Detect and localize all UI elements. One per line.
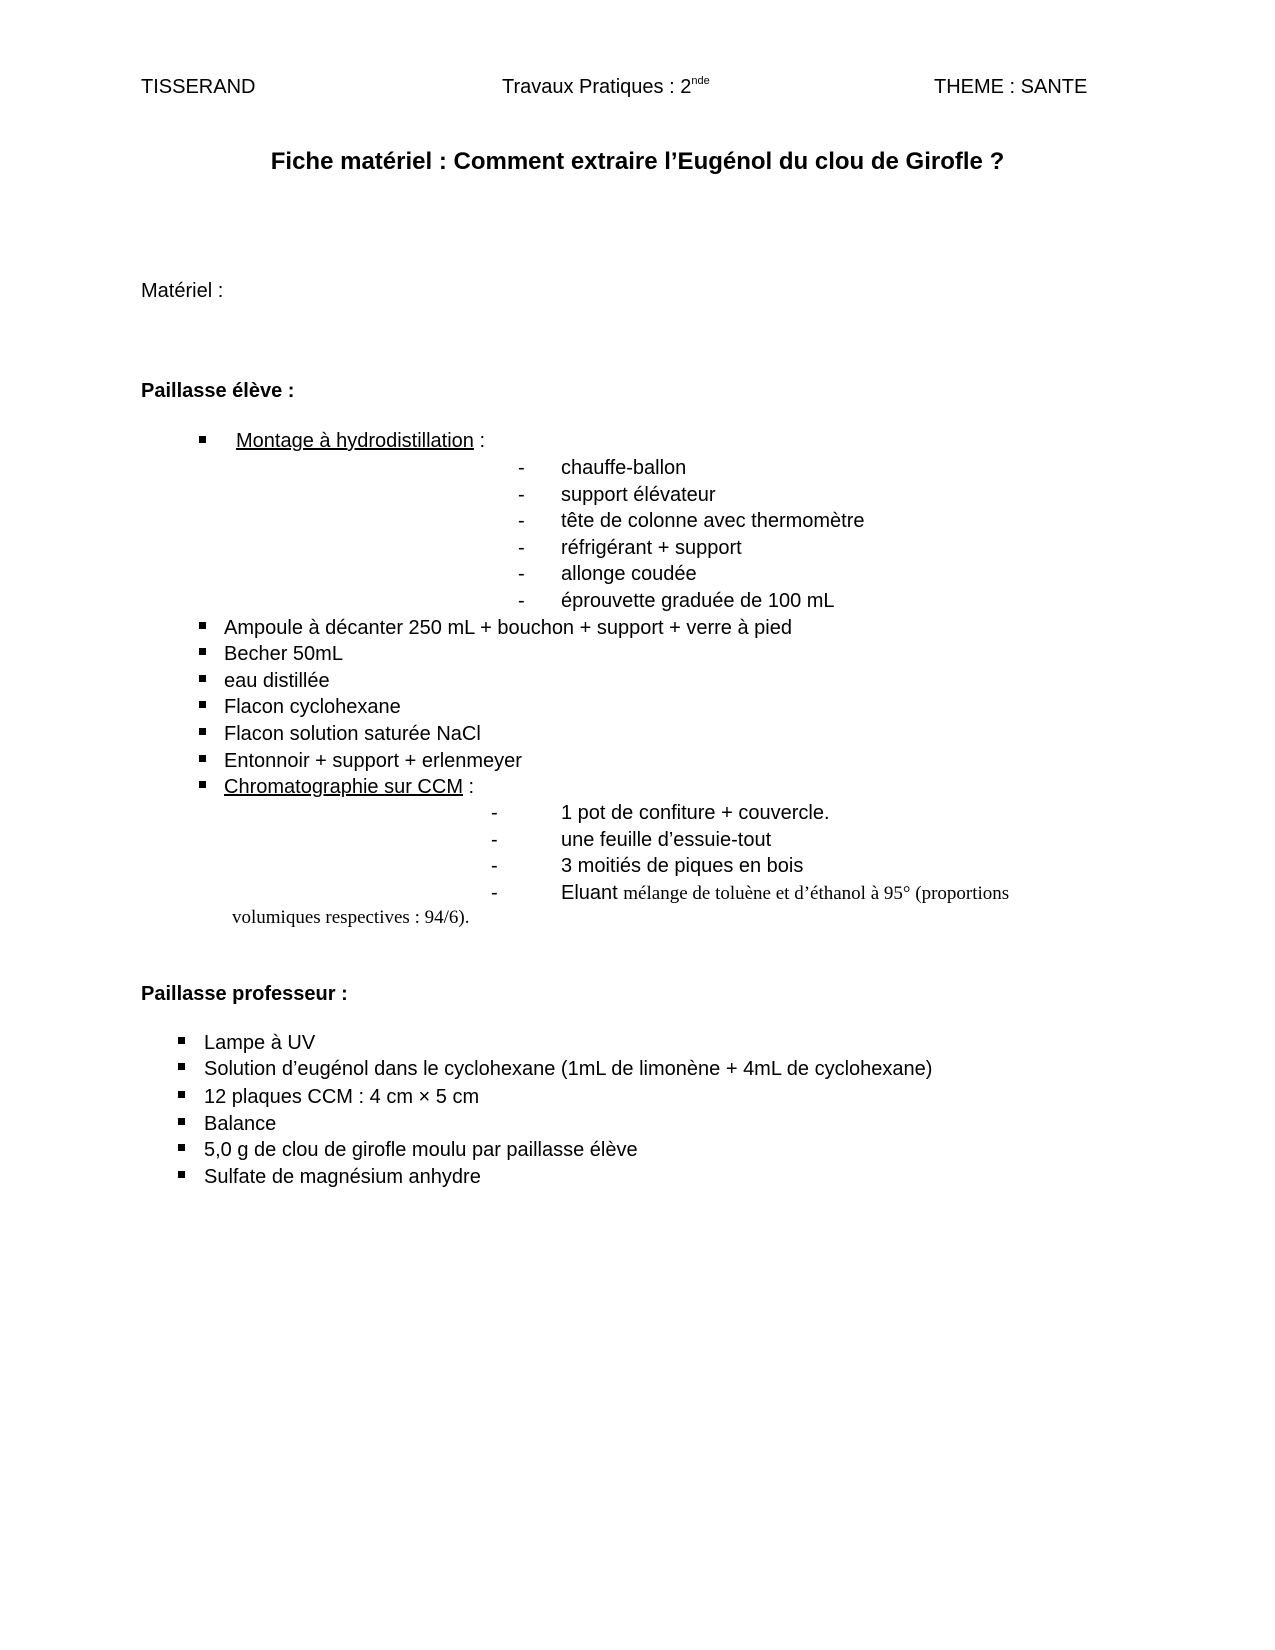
bullet-icon <box>199 781 206 788</box>
montage-sub-item: tête de colonne avec thermomètre <box>561 510 865 532</box>
header-theme: THEME : SANTE <box>934 76 1088 98</box>
eleve-item: Ampoule à décanter 250 mL + bouchon + support + verre à pied <box>224 617 792 639</box>
dash: - <box>518 510 525 532</box>
ccm-item <box>224 777 474 797</box>
ccm-eluant <box>561 883 1009 903</box>
bullet-icon <box>199 755 206 762</box>
bullet-icon <box>178 1144 185 1151</box>
header-course <box>502 77 710 97</box>
bullet-icon <box>199 701 206 708</box>
eleve-item: Flacon solution saturée NaCl <box>224 723 481 745</box>
eleve-item: Flacon cyclohexane <box>224 696 401 718</box>
eluant-text: mélange de toluène et d’éthanol à 95° (proportions <box>623 883 1010 904</box>
bullet-icon <box>199 648 206 655</box>
montage-sub-item: réfrigérant + support <box>561 537 742 559</box>
montage-sub-item: chauffe-ballon <box>561 457 687 479</box>
ccm-sub-item: 1 pot de confiture + couvercle. <box>561 802 830 824</box>
montage-suffix: : <box>473 430 486 452</box>
bullet-icon <box>178 1037 185 1044</box>
professeur-item: Balance <box>204 1113 277 1135</box>
professeur-item: 5,0 g de clou de girofle moulu par paillasse élève <box>204 1139 638 1161</box>
ccm-label: Chromatographie sur CCM <box>224 776 463 798</box>
bullet-icon <box>199 436 206 443</box>
page-title: Fiche matériel : Comment extraire l’Eugénol du clou de Girofle ? <box>270 148 1005 175</box>
bullet-icon <box>199 728 206 735</box>
ccm-sub-item: 3 moitiés de piques en bois <box>561 855 804 877</box>
bullet-icon <box>178 1118 185 1125</box>
montage-item <box>236 431 485 451</box>
montage-sub-item: éprouvette graduée de 100 mL <box>561 590 835 612</box>
header-course-sup: nde <box>691 75 710 87</box>
eluant-word: Eluant <box>561 882 618 904</box>
header-author: TISSERAND <box>141 76 256 98</box>
dash: - <box>518 484 525 506</box>
bullet-icon <box>178 1091 185 1098</box>
bullet-icon <box>199 622 206 629</box>
dash: - <box>491 802 498 824</box>
professeur-heading: Paillasse professeur : <box>141 983 348 1005</box>
dash: - <box>518 537 525 559</box>
dash: - <box>491 829 498 851</box>
eleve-heading: Paillasse élève : <box>141 380 295 402</box>
bullet-icon <box>178 1063 185 1070</box>
ccm-suffix: : <box>462 776 475 798</box>
eleve-item: Becher 50mL <box>224 643 343 665</box>
dash: - <box>491 855 498 877</box>
eleve-item: Entonnoir + support + erlenmeyer <box>224 750 522 772</box>
header-course-text: Travaux Pratiques : 2 <box>502 76 692 98</box>
professeur-item: Lampe à UV <box>204 1032 316 1054</box>
ccm-sub-item: une feuille d’essuie-tout <box>561 829 772 851</box>
eluant-continuation: volumiques respectives : 94/6). <box>232 907 470 928</box>
dash: - <box>491 882 498 904</box>
dash: - <box>518 457 525 479</box>
materiel-label: Matériel : <box>141 280 224 302</box>
montage-label: Montage à hydrodistillation <box>236 430 474 452</box>
montage-sub-item: allonge coudée <box>561 563 697 585</box>
dash: - <box>518 563 525 585</box>
montage-sub-item: support élévateur <box>561 484 716 506</box>
dash: - <box>518 590 525 612</box>
professeur-item: Sulfate de magnésium anhydre <box>204 1166 481 1188</box>
professeur-item: Solution d’eugénol dans le cyclohexane (1mL de limonène + 4mL de cyclohexane) <box>204 1058 933 1080</box>
professeur-item: 12 plaques CCM : 4 cm × 5 cm <box>204 1086 480 1108</box>
eleve-item: eau distillée <box>224 670 330 692</box>
bullet-icon <box>199 675 206 682</box>
bullet-icon <box>178 1171 185 1178</box>
